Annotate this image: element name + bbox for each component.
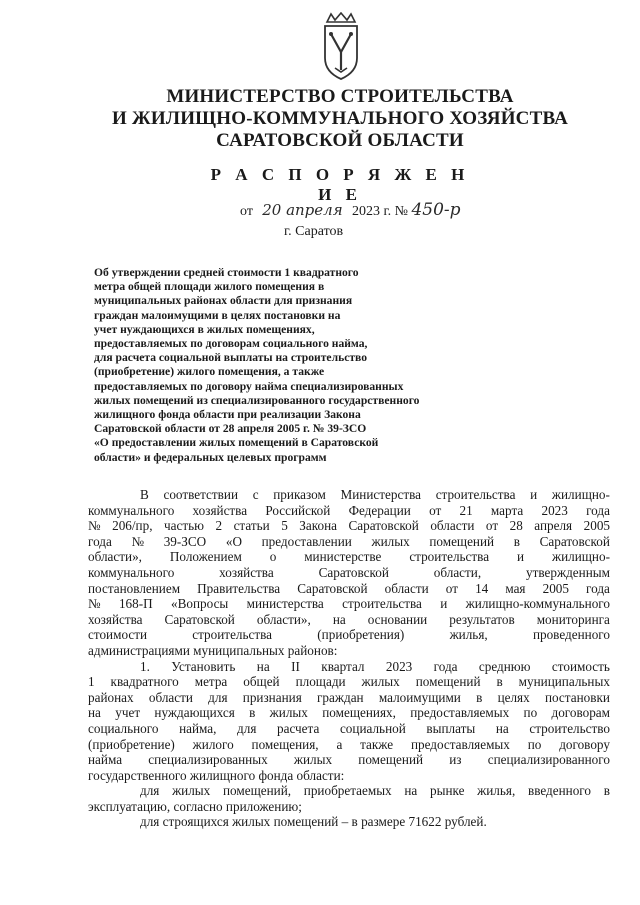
word: с [252, 487, 259, 502]
word: для [208, 689, 228, 705]
subject-line: для расчета социальной выплаты на строительство [94, 351, 368, 365]
word: рынке [429, 783, 465, 799]
word: Положением [169, 549, 242, 565]
word: апреля [534, 518, 573, 534]
body-line-text: для строящихся жилых помещений – в размере 71622 рублей. [140, 814, 487, 830]
word: 168-П [118, 596, 153, 612]
word: постановки [544, 689, 610, 705]
word: о [269, 549, 277, 565]
word: года [586, 580, 610, 596]
word: и [516, 549, 525, 565]
word: помещений [415, 674, 481, 690]
word: строительство [529, 720, 610, 736]
body-line [88, 752, 610, 768]
word: 2023 [385, 658, 413, 674]
body-line [88, 596, 610, 612]
word: коммунального [88, 564, 175, 580]
body-line [88, 674, 610, 690]
word: от [445, 580, 458, 596]
subject-block [94, 266, 474, 465]
word: хозяйства [192, 502, 248, 518]
word: учет [115, 705, 141, 721]
subject-line: Саратовской области от 28 апреля 2005 г. № 39-ЗСО [94, 422, 367, 436]
body-line [88, 768, 610, 784]
word: в [249, 705, 256, 721]
word: расчета [277, 720, 320, 736]
word: договору [559, 736, 610, 752]
word: 2005 [583, 518, 610, 534]
word: приказом [273, 487, 326, 502]
body-line [88, 690, 610, 706]
word: 14 [475, 580, 489, 596]
body-line [88, 487, 610, 503]
body-line [88, 799, 610, 815]
coat-of-arms-icon [317, 12, 365, 82]
word: II [291, 658, 300, 674]
word: малоимущими [378, 689, 461, 705]
word: Федерации [348, 502, 411, 518]
word: № [131, 533, 145, 549]
subject-line: «О предоставлении жилых помещений в Саратовской [94, 436, 379, 450]
word: стоимости [88, 627, 148, 643]
word: специализированного [487, 752, 610, 768]
handwritten-number: 450-р [411, 200, 461, 220]
subject-line: жилищного фонда области при реализации Закона [94, 408, 361, 422]
body-line [88, 518, 610, 534]
word: введенного [527, 783, 591, 799]
subject-line: метра общей площади жилого помещения в [94, 280, 325, 294]
word: министерстве [304, 549, 382, 565]
ministry-line: И ЖИЛИЩНО-КОММУНАЛЬНОГО ХОЗЯЙСТВА [111, 108, 569, 129]
word: квадратного [110, 674, 179, 690]
word: социальной [339, 720, 406, 736]
word: области», [88, 549, 142, 565]
word: Саратовской [297, 580, 368, 596]
word: граждан [317, 689, 364, 705]
word: года [586, 502, 610, 518]
word: жилых [269, 705, 308, 721]
word: № [88, 518, 101, 534]
word: выплаты [426, 720, 476, 736]
word: целях [497, 689, 530, 705]
word: области [430, 518, 475, 534]
word: жилого [192, 736, 234, 752]
word: на [404, 783, 418, 799]
word: года [88, 533, 112, 549]
word: области [148, 689, 193, 705]
body-line [88, 721, 610, 737]
body-line-text: государственного жилищного фонда области: [88, 767, 345, 783]
word: мониторинга [536, 611, 610, 627]
word: Саратовской [164, 611, 235, 627]
word: строительства [409, 549, 490, 565]
word: 206/пр, [112, 518, 153, 534]
date-year: 2023 г. № [351, 204, 408, 219]
word: в [496, 674, 503, 690]
word: 1 [88, 674, 95, 690]
word: найма [88, 752, 123, 768]
word: Закона [299, 518, 337, 534]
word: предоставляемых [410, 705, 510, 721]
word: жилых [172, 783, 211, 799]
word: на [256, 658, 270, 674]
subject-line: предоставляемых по договору найма специализированных [94, 379, 404, 393]
word: постановлением [88, 580, 181, 596]
word: помещения, [251, 736, 319, 752]
body-line [88, 534, 610, 550]
word: договорам [551, 705, 610, 721]
body-text [88, 487, 610, 830]
word: 2023 [541, 502, 568, 518]
word: коммунального [88, 502, 175, 518]
body-line [88, 627, 610, 643]
word: соответствии [163, 487, 238, 502]
word: Правительства [197, 580, 281, 596]
handwritten-date: 20 апреля [262, 201, 343, 219]
subject-line: предоставляемых по договорам социального найма, [94, 337, 368, 351]
word: основании [367, 611, 428, 627]
word: среднюю [478, 658, 531, 674]
document-type: Р А С П О Р Я Ж Е Н И Е [210, 165, 470, 204]
word: 28 [509, 518, 523, 534]
word: районах [88, 689, 134, 705]
word: помещений, [222, 783, 292, 799]
word: Саратовской [318, 564, 389, 580]
body-line [88, 643, 610, 659]
word: «Вопросы [171, 596, 229, 612]
word: на [495, 720, 509, 736]
body-line [88, 783, 610, 799]
word: утвержденным [526, 564, 610, 580]
body-line [88, 814, 610, 830]
word: строительства [342, 596, 422, 612]
word: в [603, 783, 610, 799]
word: от [485, 518, 499, 534]
word: 1. [140, 658, 150, 674]
word: жилья, [449, 627, 488, 643]
word: метра [194, 674, 228, 690]
word: хозяйства [88, 611, 143, 627]
word: и [440, 596, 448, 612]
subject-line: муниципальных районах области для признания [94, 294, 353, 308]
word: приобретаемых [303, 783, 392, 799]
word: муниципальных [518, 674, 610, 690]
word: найма, [179, 720, 217, 736]
word: Российской [265, 502, 331, 518]
subject-line: Об утверждении средней стоимости 1 квадратного [94, 266, 359, 279]
word: строительства [192, 627, 273, 643]
word: жилищно-коммунального [465, 596, 610, 612]
word: помещениях, [322, 705, 396, 721]
word: жилищно- [551, 487, 610, 502]
word: министерства [246, 596, 324, 612]
body-line [88, 737, 610, 753]
ministry-line: МИНИСТЕРСТВО СТРОИТЕЛЬСТВА [166, 86, 514, 107]
word: проведенного [532, 627, 610, 643]
word: Министерства [340, 487, 421, 502]
word: предоставляемых [410, 736, 510, 752]
word: в [513, 533, 520, 549]
word: 39-ЗСО [163, 533, 207, 549]
subject-line: (приобретение) жилого помещения, а также [94, 365, 325, 379]
subject-line: жилых помещений из специализированного государственного [94, 393, 420, 407]
body-line-text: администрациями муниципальных районов: [88, 642, 338, 658]
word: области [384, 580, 429, 596]
word: признания [242, 689, 302, 705]
body-line [88, 565, 610, 581]
date-line [240, 200, 471, 220]
word: по [523, 705, 538, 721]
word: жилищно- [551, 549, 610, 565]
word: жилых [293, 752, 333, 768]
body-line [88, 612, 610, 628]
word: 5 [281, 518, 288, 534]
word: квартал [321, 658, 365, 674]
word: области, [433, 564, 482, 580]
word: стоимость [551, 658, 610, 674]
word: жилых [371, 533, 410, 549]
subject-line: области» и федеральных целевых программ [94, 450, 327, 464]
body-line [88, 503, 610, 519]
word: Саратовской [539, 533, 610, 549]
date-prefix: от [240, 204, 253, 219]
word: от [429, 502, 442, 518]
word: 21 [459, 502, 473, 518]
subject-line: граждан малоимущими в целях постановки на [94, 308, 341, 322]
word: предоставлении [261, 533, 352, 549]
word: для [237, 720, 257, 736]
word: марта [490, 502, 524, 518]
word: социального [88, 720, 159, 736]
word: из [449, 752, 462, 768]
ministry-line: САРАТОВСКОЙ ОБЛАСТИ [216, 130, 464, 151]
body-line [88, 659, 610, 675]
word: «О [225, 533, 242, 549]
word: общей [243, 674, 280, 690]
word: на [332, 611, 346, 627]
word: также [360, 736, 394, 752]
word: 2005 [542, 580, 569, 596]
word: и [530, 487, 538, 502]
city: г. Саратов [284, 224, 344, 239]
word: жилых [361, 674, 400, 690]
word: помещений [358, 752, 424, 768]
word: для [140, 783, 160, 799]
word: (приобретение) [88, 736, 175, 752]
ministry-name [80, 86, 600, 152]
word: статьи [233, 518, 270, 534]
body-line [88, 549, 610, 565]
word: В [140, 487, 149, 502]
word: в [476, 689, 483, 705]
word: частью [164, 518, 204, 534]
word: по [527, 736, 542, 752]
word: Установить [171, 658, 236, 674]
word: (приобретения) [317, 627, 405, 643]
word: 2 [215, 518, 223, 534]
word: строительства [435, 487, 516, 502]
word: площади [295, 674, 346, 690]
word: области», [256, 611, 311, 627]
word: а [336, 736, 343, 752]
word: нуждающихся [154, 705, 235, 721]
word: на [88, 705, 101, 721]
word: № [88, 596, 101, 612]
body-line [88, 705, 610, 721]
word: мая [505, 580, 526, 596]
subject-line: учет нуждающихся в жилых помещениях, [94, 322, 315, 336]
word: специализированных [148, 752, 268, 768]
word: Саратовской [348, 518, 419, 534]
body-line-text: эксплуатацию, согласно приложению; [88, 798, 302, 814]
word: хозяйства [219, 564, 274, 580]
body-line [88, 581, 610, 597]
word: помещений [429, 533, 495, 549]
word: года [433, 658, 458, 674]
word: жилья, [477, 783, 516, 799]
word: результатов [449, 611, 515, 627]
